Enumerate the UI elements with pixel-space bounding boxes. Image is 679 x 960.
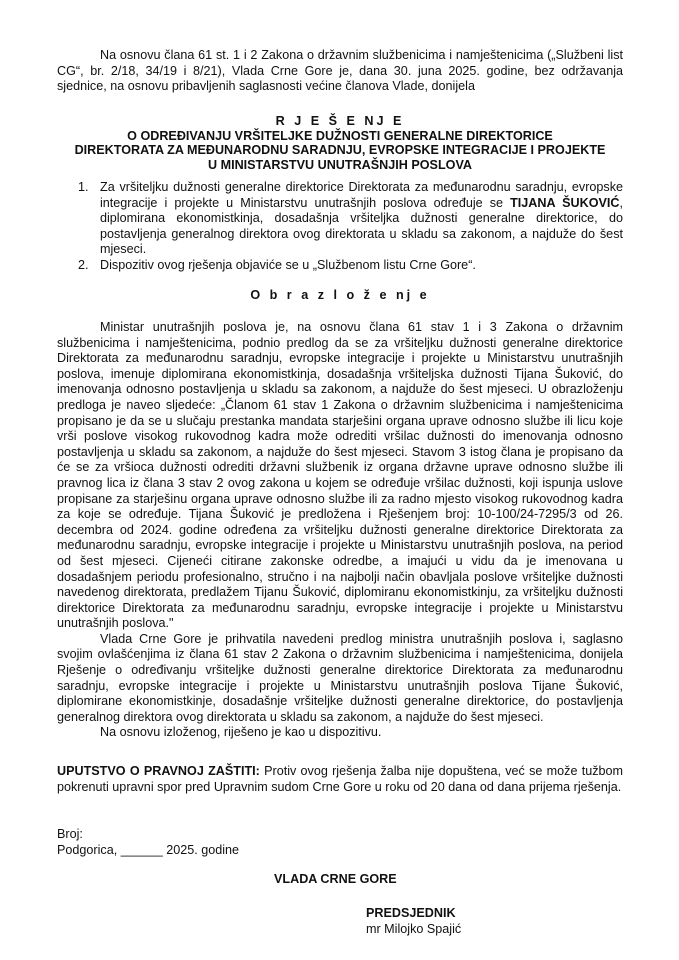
reasoning-body — [57, 320, 623, 741]
item-number: 1. — [78, 180, 89, 194]
reasoning-paragraph-1: Ministar unutrašnjih poslova je, na osnovu člana 61 stav 1 i 3 Zakona o državnim službenicima i namještenicima, podnio predlog da se za vršiteljku dužnosti generalne direktorice Direktorata za međunarodnu saradnju, evropske integracije i projekte u Ministarstvu unutrašnjih poslova, imenuje diplomirana ekonomistkinja, dosadašnja vršiteljska dužnosti Tijana Šuković, do imenovanja odnosno postavljenja u skladu sa zakonom, a najduže do šest mjeseci. U obrazloženju predloga je naveo sljedeće: „Članom 61 stav 1 Zakona o državnim službenicima i namještenicima propisano je da se u slučaju prestanka mandata starješini organa uprave odnosno službe ili licu koje vrši poslove visokog rukovodnog kadra može odrediti vršilac dužnosti do imenovanja odnosno postavljenja u skladu sa zakonom, a najduže do šest mjeseci. Stavom 3 istog člana je propisano da će se za vršioca dužnosti odrediti državni službenik iz organa državne uprave odnosno službe ili pravnog lica iz člana 3 stav 2 ovog zakona u kojem se određuje vršilac dužnosti, koji ispunja uslove propisane za starješinu organa uprave odnosno službe ili za radno mjesto visokog rukovodnog kadra za koje se određuje. Tijana Šuković je predložena i Rješenjem broj: 10-100/24-7295/3 od 26. decembra od 2024. godine određena za vršiteljku dužnosti generalne direktorice Direktorata za međunarodnu saradnju, evropske integracije i projekte u Ministarstvu unutrašnjih poslova, na period od šest mjeseci. Cijeneći citirane zakonske odredbe, a imajući u vidu da je imenovana u dosadašnjem periodu profesionalno, stručno i na najbolji način obavljala poslove vršiteljke dužnosti navedenog direktorata, predlažem Tijanu Šuković, diplomiranu ekonomistkinju, za vršiteljku dužnosti direktorice Direktorata za međunarodnu saradnju, evropske integracije i projekte u Ministarstvu unutrašnjih poslova." — [57, 320, 623, 631]
reference-number-label: Broj: — [57, 827, 83, 841]
title-line-2: DIREKTORATA ZA MEĐUNARODNU SARADNJU, EVROPSKE INTEGRACIJE I PROJEKTE — [74, 143, 606, 158]
document-type-heading: R J E Š E NJ E — [275, 114, 405, 128]
document-footer — [57, 827, 623, 858]
president-title: PREDSJEDNIK — [366, 906, 456, 920]
item-number: 2. — [78, 257, 89, 272]
place-and-date: Podgorica, ______ 2025. godine — [57, 842, 240, 857]
president-signature-block — [366, 906, 461, 937]
reasoning-paragraph-3: Na osnovu izloženog, riješeno je kao u dispozitivu. — [100, 725, 382, 740]
president-name: mr Milojko Spajić — [366, 921, 462, 936]
title-line-3: U MINISTARSTVU UNUTRAŠNJIH POSLOVA — [207, 157, 472, 172]
legal-remedy-paragraph — [57, 764, 623, 795]
dispositive-item-2 — [57, 258, 623, 274]
government-signature: VLADA CRNE GORE — [274, 872, 397, 886]
decision-title — [57, 114, 623, 172]
reasoning-paragraph-2: Vlada Crne Gore je prihvatila navedeni predlog ministra unutrašnjih poslova i, saglasno svojim ovlašćenjima iz člana 61 stav 2 Zakona o državnim službenicima i namještenicima, donijela Rješenje o određivanju vršiteljke dužnosti generalne direktorice Direktorata za međunarodnu saradnju, evropske integracije i projekte u Ministarstvu unutrašnjih poslova Tijane Šuković, diplomirane ekonomistkinje, dosadašnje vršiteljke dužnosti generalne direktorice, do postavljenja generalnog direktora ovog direktorata u skladu sa zakonom, a najduže do šest mjeseci. — [57, 631, 623, 724]
dispositive-list — [57, 180, 623, 274]
appointee-name: TIJANA ŠUKOVIĆ — [510, 195, 620, 210]
item-text-after: , diplomirana ekonomistkinja, dosadašnja vršiteljka dužnosti generalne direktorice, do postavljenja generalnog direktora ovog direktorata u skladu sa zakonom, a najduže do šest mjeseci. — [100, 195, 624, 257]
preamble-paragraph: Na osnovu člana 61 st. 1 i 2 Zakona o državnim službenicima i namještenicima („Službeni list CG“, br. 2/18, 34/19 i 8/21), Vlada Crne Gore je, dana 30. juna 2025. godine, bez održavanja sjednice, na osnovu pribavljenih saglasnosti većine članova Vlade, donijela — [57, 48, 623, 94]
dispositive-item-1 — [57, 180, 623, 258]
legal-remedy-text: Protiv ovog rješenja žalba nije dopuštena, već se može tužbom pokrenuti upravni spor pred Upravnim sudom Crne Gore u roku od 20 dana od dana prijema rješenja. — [57, 764, 623, 794]
legal-remedy-label: UPUTSTVO O PRAVNOJ ZAŠTITI: — [57, 764, 260, 778]
item-text: Dispozitiv ovog rješenja objaviće se u „Službenom listu Crne Gore“. — [100, 257, 476, 272]
item-text-before: Za vršiteljku dužnosti generalne direktorice Direktorata za međunarodnu saradnju, evropske integracije i projekte u Ministarstvu unutrašnjih poslova određuje se — [100, 180, 623, 210]
reasoning-heading: O b r a z l o ž e nj e — [250, 288, 430, 302]
title-line-1: O ODREĐIVANJU VRŠITELJKE DUŽNOSTI GENERALNE DIREKTORICE — [127, 128, 553, 143]
